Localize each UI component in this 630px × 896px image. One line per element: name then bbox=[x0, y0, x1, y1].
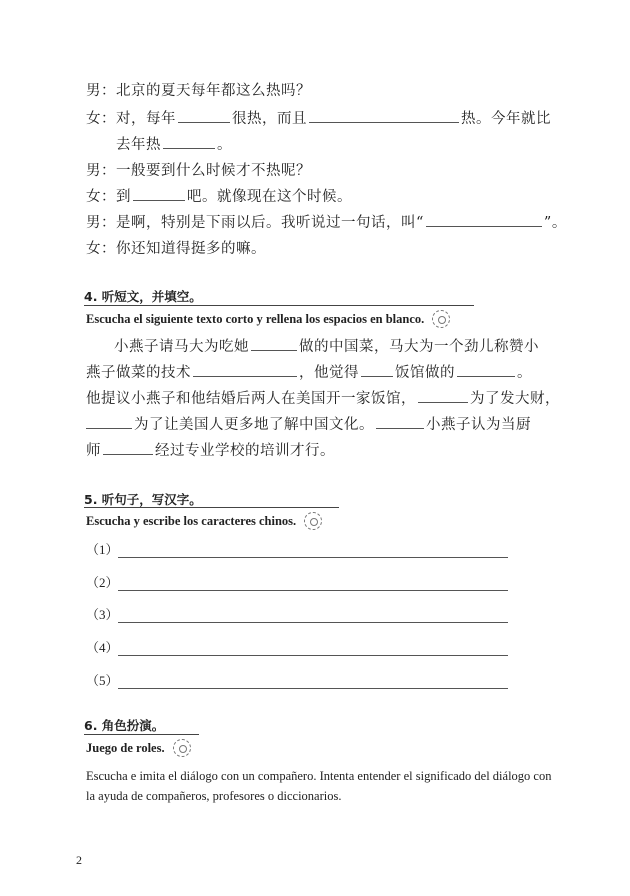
section-divider bbox=[84, 734, 199, 735]
dialogue-line: 女：到 吧。就像现在这个时候。 bbox=[86, 186, 352, 208]
speaker-label: 女： bbox=[86, 241, 116, 257]
fill-blank[interactable] bbox=[376, 414, 424, 429]
section-divider bbox=[84, 305, 474, 306]
audio-icon[interactable] bbox=[173, 739, 191, 757]
section-5-title: 5. 听句子，写汉字。 bbox=[84, 492, 202, 507]
fill-blank[interactable] bbox=[86, 414, 132, 429]
speaker-label: 女： bbox=[86, 189, 116, 205]
fill-blank[interactable] bbox=[309, 108, 459, 123]
dialogue-line: 去年热 。 bbox=[116, 134, 232, 156]
dialogue-line: 男：一般要到什么时候才不热呢？ bbox=[86, 163, 311, 179]
answer-line[interactable] bbox=[118, 688, 508, 689]
section-5-instruction: Escucha y escribe los caracteres chinos. bbox=[86, 513, 322, 531]
section-divider bbox=[84, 507, 339, 508]
fill-blank[interactable] bbox=[426, 212, 542, 227]
answer-line[interactable] bbox=[118, 655, 508, 656]
section-4-instruction: Escucha el siguiente texto corto y rellena los espacios en blanco. bbox=[86, 311, 450, 329]
speaker-label: 男： bbox=[86, 215, 116, 231]
passage-line: 他提议小燕子和他结婚后两人在美国开一家饭馆， 为了发大财， bbox=[86, 388, 560, 410]
passage-line: 燕子做菜的技术 ，他觉得 饭馆做的 。 bbox=[86, 362, 532, 384]
section-4-title: 4. 听短文，并填空。 bbox=[84, 289, 202, 304]
dialogue-line: 女：对，每年 很热，而且 热。今年就比 bbox=[86, 108, 551, 130]
page-number: 2 bbox=[76, 853, 82, 867]
answer-item-label: （3） bbox=[86, 607, 119, 622]
passage-line: 师 经过专业学校的培训才行。 bbox=[86, 440, 335, 462]
audio-icon[interactable] bbox=[304, 512, 322, 530]
dialogue-line: 女：你还知道得挺多的嘛。 bbox=[86, 241, 266, 257]
speaker-label: 女： bbox=[86, 111, 116, 127]
answer-item-label: （5） bbox=[86, 673, 119, 688]
section-6-body: Escucha e imita el diálogo con un compañero. Intenta entender el significado del diálogo con la ayuda de compañeros, profesores o diccionarios. bbox=[86, 769, 552, 803]
fill-blank[interactable] bbox=[178, 108, 230, 123]
fill-blank[interactable] bbox=[193, 362, 297, 377]
passage-line: 小燕子请马大为吃她 做的中国菜，马大为一个劲儿称赞小 bbox=[114, 336, 539, 358]
dialogue-line: 男：是啊，特别是下雨以后。我听说过一句话，叫“ ”。 bbox=[86, 212, 567, 234]
answer-line[interactable] bbox=[118, 590, 508, 591]
fill-blank[interactable] bbox=[133, 186, 185, 201]
fill-blank[interactable] bbox=[103, 440, 153, 455]
fill-blank[interactable] bbox=[418, 388, 468, 403]
audio-icon[interactable] bbox=[432, 310, 450, 328]
fill-blank[interactable] bbox=[361, 362, 393, 377]
answer-item-label: （1） bbox=[86, 542, 119, 557]
fill-blank[interactable] bbox=[163, 134, 215, 149]
answer-item-label: （2） bbox=[86, 575, 119, 590]
answer-line[interactable] bbox=[118, 557, 508, 558]
section-6-instruction: Juego de roles. bbox=[86, 740, 191, 758]
answer-item-label: （4） bbox=[86, 640, 119, 655]
dialogue-line: 男：北京的夏天每年都这么热吗？ bbox=[86, 83, 311, 99]
section-6-title: 6. 角色扮演。 bbox=[84, 718, 165, 733]
speaker-label: 男： bbox=[86, 83, 116, 99]
fill-blank[interactable] bbox=[457, 362, 515, 377]
speaker-label: 男： bbox=[86, 163, 116, 179]
answer-line[interactable] bbox=[118, 622, 508, 623]
fill-blank[interactable] bbox=[251, 336, 297, 351]
passage-line: 为了让美国人更多地了解中国文化。 小燕子认为当厨 bbox=[86, 414, 531, 436]
